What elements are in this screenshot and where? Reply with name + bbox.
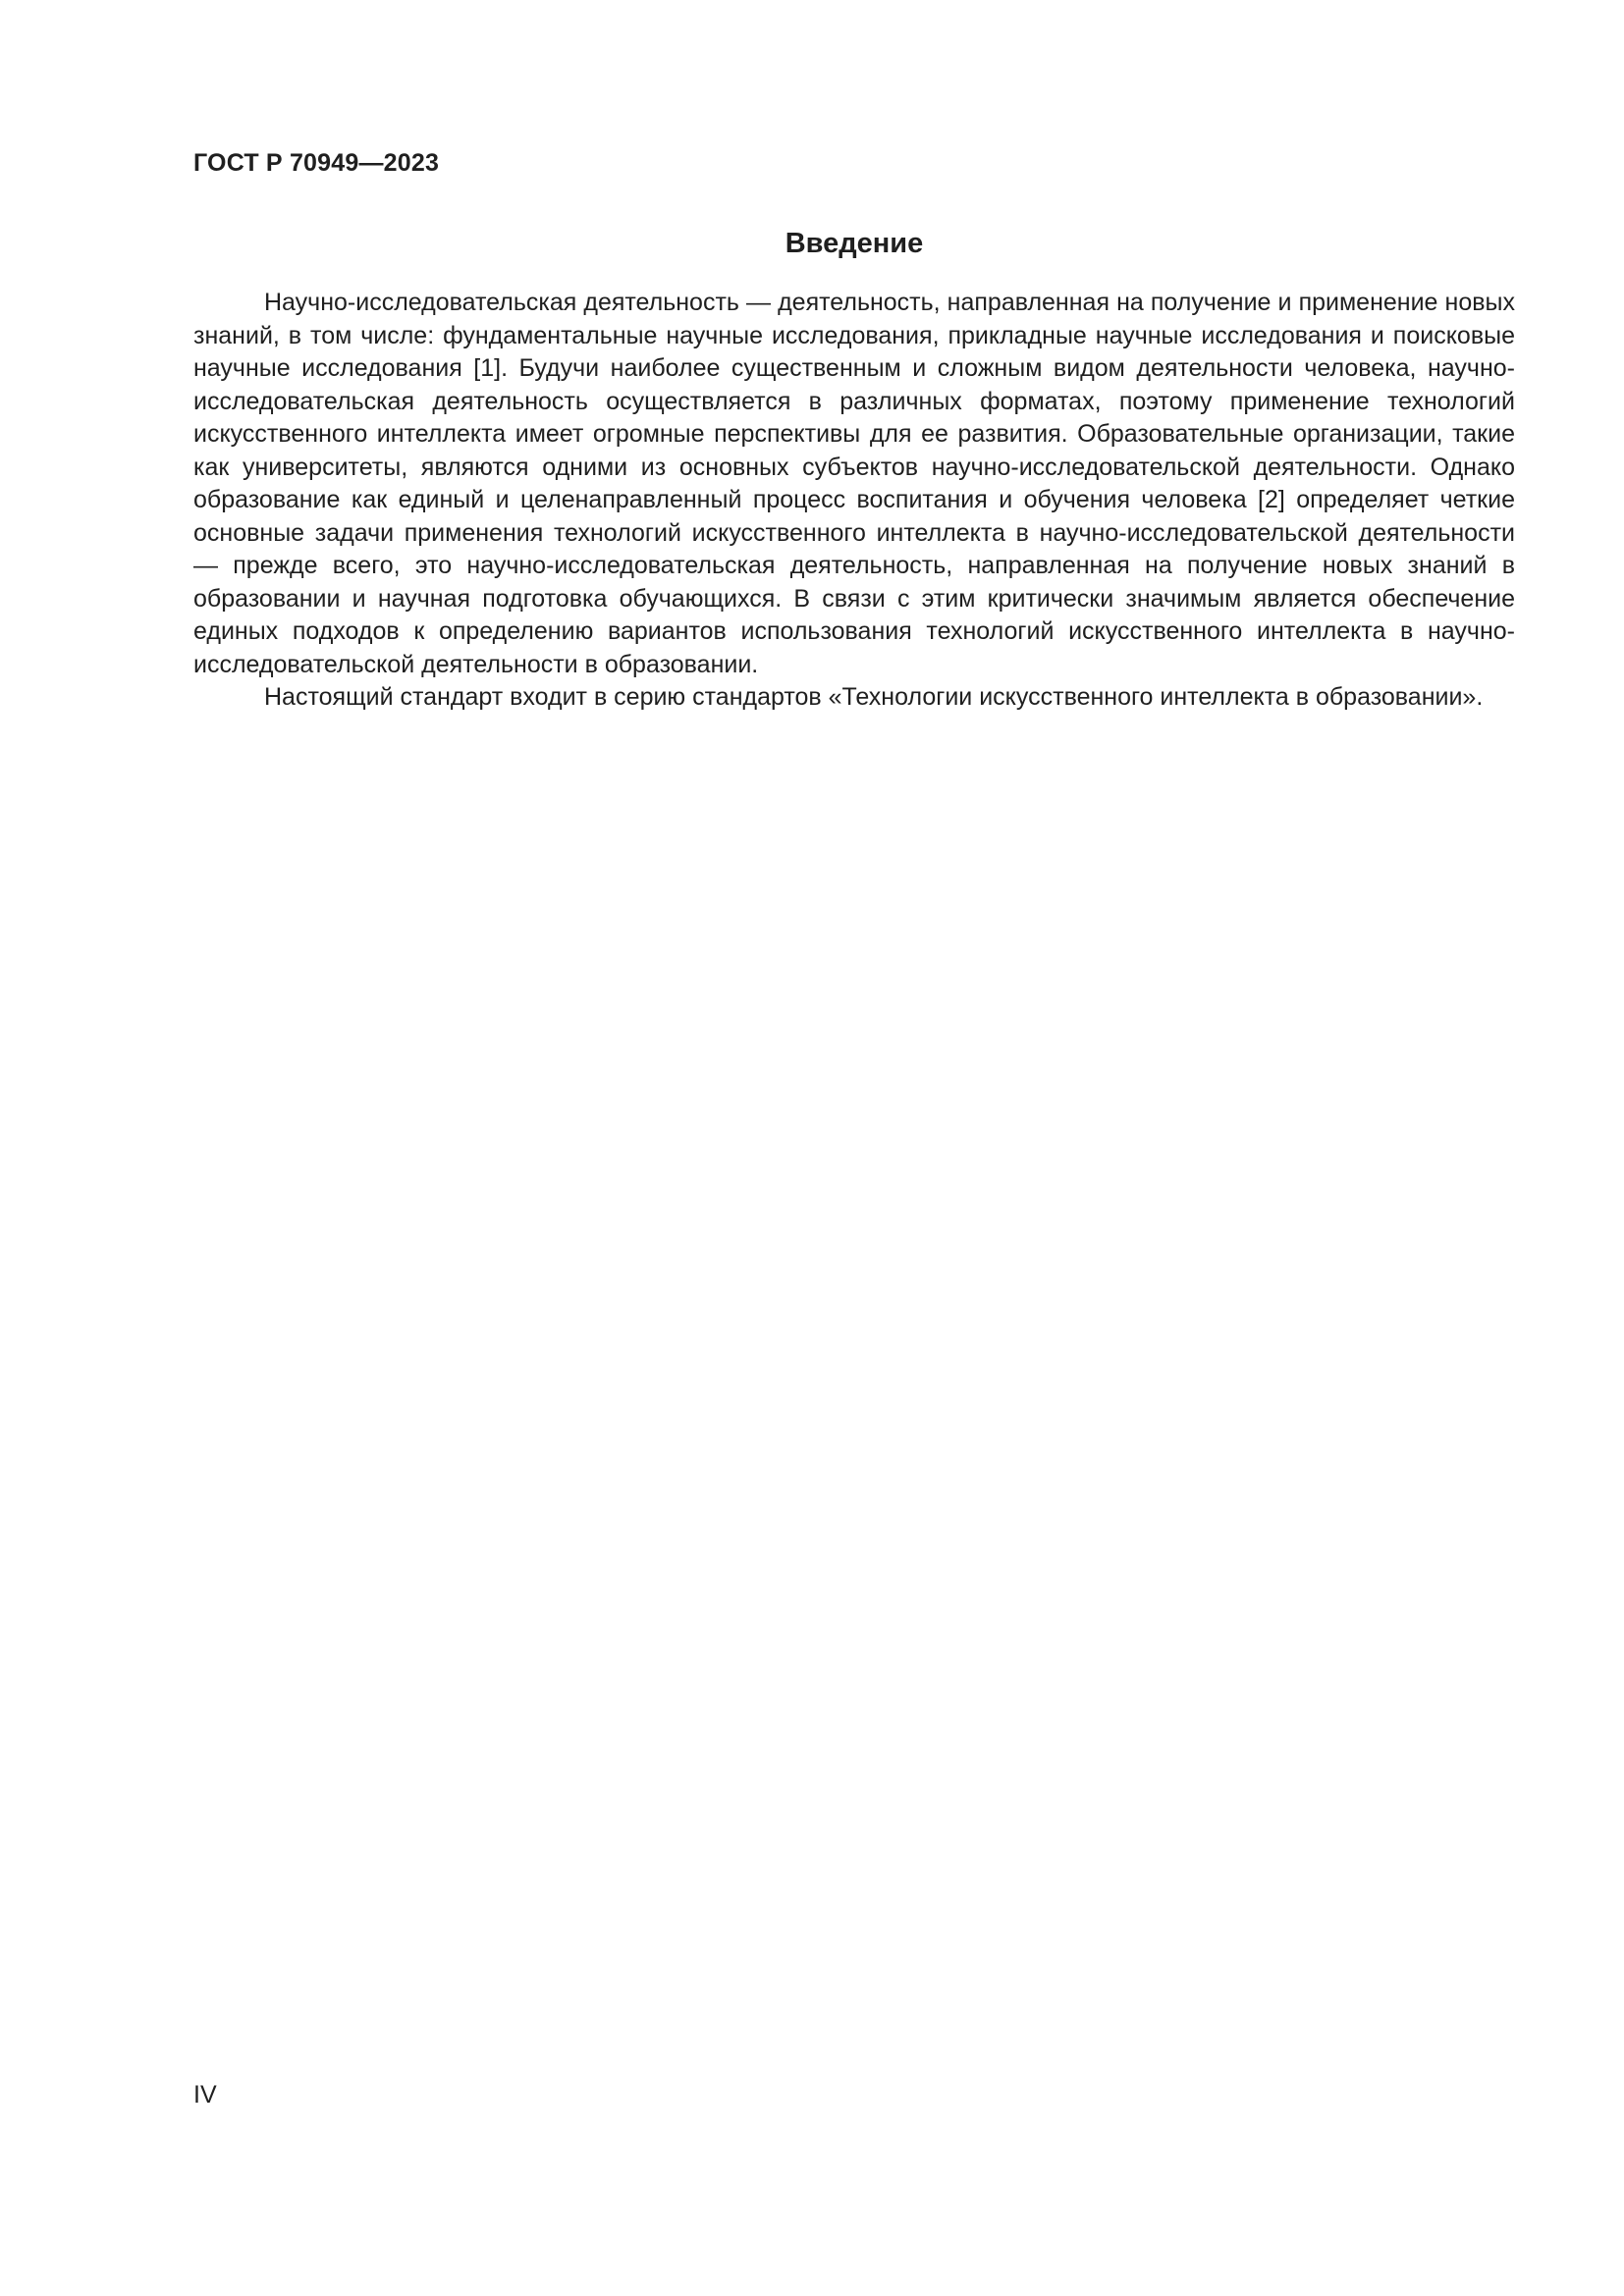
section-body (193, 287, 1515, 715)
page-number: IV (193, 2081, 217, 2109)
document-code: ГОСТ Р 70949—2023 (193, 149, 440, 177)
paragraph-2: Настоящий стандарт входит в серию стандартов «Технологии искусственного интеллекта в образовании». (264, 683, 1484, 711)
section-title: Введение (785, 228, 924, 259)
paragraph-1: Научно-исследовательская деятельность — деятельность, направленная на получение и применение новых знаний, в том числе: фундаментальные научные исследования, прикладные научные исследования и поисковые научные исследования [1]. Будучи наиболее существенным и сложным видом деятельности человека, научно-исследовательская деятельность осуществляется в различных форматах, поэтому применение технологий искусственного интеллекта имеет огромные перспективы для ее развития. Образовательные организации, такие как университеты, являются одними из основных субъектов научно-исследовательской деятельности. Однако образование как единый и целенаправленный процесс воспитания и обучения человека [2] определяет четкие основные задачи применения технологий искусственного интеллекта в научно-исследовательской деятельности — прежде всего, это научно-исследовательская деятельность, направленная на получение новых знаний в образовании и научная подготовка обучающихся. В связи с этим критически значимым является обеспечение единых подходов к определению вариантов использования технологий искусственного интеллекта в научно-исследовательской деятельности в образовании. (193, 289, 1515, 678)
